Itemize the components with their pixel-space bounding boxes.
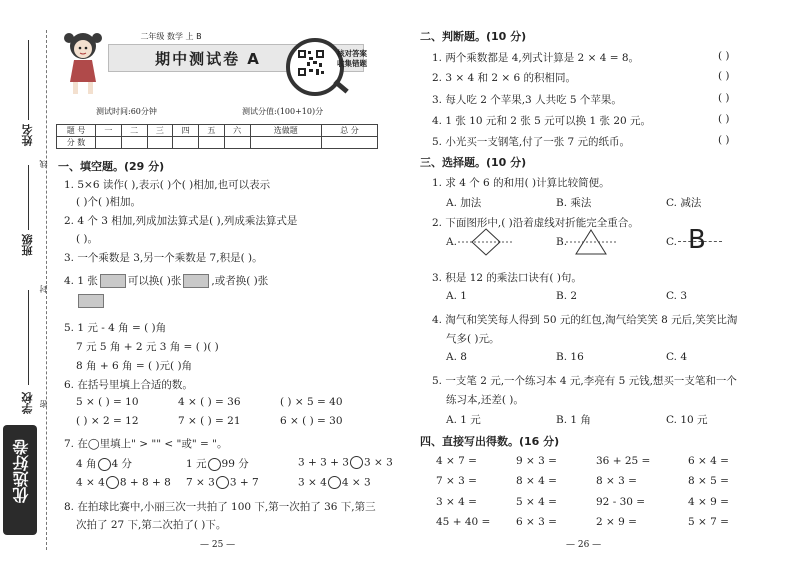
q7-right: 3 × 3 (364, 456, 393, 469)
q5-line2: 7 元 5 角 + 2 元 3 角 = ( )( ) (76, 341, 219, 353)
score-input-cell[interactable] (173, 137, 199, 149)
page-number-left: — 25 — (200, 540, 236, 550)
score-cell: 选做题 (250, 125, 322, 137)
choice-option[interactable]: A. 1 (446, 290, 467, 302)
q4-part1: 4. 1 张 (64, 275, 98, 287)
calc-item: 8 × 5 = (688, 475, 729, 487)
name-write-line (28, 40, 30, 120)
q8-line1: 8. 在拍球比赛中,小丽三次一共拍了 100 下,第一次拍了 36 下,第三 (64, 501, 376, 513)
judge-item: 5. 小光买一支钢笔,付了一张 7 元的纸币。 (432, 136, 631, 148)
choice-option[interactable]: B. 1 角 (556, 414, 591, 426)
q5-line1: 5. 1 元 - 4 角 = ( )角 (64, 322, 167, 334)
seal-mark-seal: 封 (39, 285, 48, 293)
choice-q2: 2. 下面图形中,( )沿着虚线对折能完全重合。 (432, 217, 639, 229)
q2-line1: 2. 4 个 3 相加,列成加法算式是( ),列成乘法算式是 (64, 215, 298, 227)
choice-option[interactable]: A. 8 (446, 351, 467, 363)
q7-line: 7. 在◯里填上" > "" < "或" = "。 (64, 438, 228, 450)
score-input-cell[interactable] (96, 137, 122, 149)
page-number-right: — 26 — (566, 540, 602, 550)
q6-item: ( ) × 5 = 40 (280, 396, 343, 408)
class-write-line (28, 165, 30, 230)
score-input-cell[interactable] (250, 137, 322, 149)
q7-left: 4 × 4 (76, 476, 105, 489)
q6-item: 5 × ( ) = 10 (76, 396, 139, 408)
score-table (56, 124, 378, 149)
qr-code-icon[interactable] (297, 49, 325, 77)
name-label: 姓名 (21, 124, 34, 146)
qr-caption-line2: 收集错题 (337, 59, 367, 68)
compare-circle[interactable] (328, 476, 341, 489)
calc-item: 2 × 9 = (596, 516, 637, 528)
score-table-header-row (57, 125, 378, 137)
choice-option[interactable]: A. 加法 (446, 197, 482, 209)
calc-item: 45 + 40 = (436, 516, 491, 528)
calc-item: 5 × 7 = (688, 516, 729, 528)
choice-q3: 3. 积是 12 的乘法口诀有( )句。 (432, 272, 582, 284)
seal-mark-secret: 密 (39, 400, 48, 408)
q7-item (76, 476, 171, 489)
section-judge: 二、判断题。(10 分) (420, 30, 527, 43)
q3-line: 3. 一个乘数是 3,另一个乘数是 7,积是( )。 (64, 252, 263, 264)
score-table-score-row (57, 137, 378, 149)
score-cell: 三 (147, 125, 173, 137)
brand-logo (3, 425, 37, 535)
q7-right: 4 × 3 (341, 476, 371, 489)
score-cell: 四 (173, 125, 199, 137)
calc-item: 6 × 4 = (688, 455, 729, 467)
section-calc: 四、直接写出得数。(16 分) (420, 435, 560, 448)
q6-line: 6. 在括号里填上合适的数。 (64, 379, 193, 391)
score-cell: 二 (121, 125, 147, 137)
q4-line1 (64, 273, 268, 288)
choice-q5-line1: 5. 一支笔 2 元,一个练习本 4 元,李亮有 5 元钱,想买一支笔和一个 (432, 375, 737, 387)
letter-b-shape: B (688, 225, 706, 255)
seal-mark-line: 线 (39, 160, 48, 168)
score-input-cell[interactable] (322, 137, 378, 149)
q7-left: 3 + 3 + 3 (298, 456, 349, 469)
q1-line1: 1. 5×6 读作( ),表示( )个( )相加,也可以表示 (64, 179, 271, 191)
school-write-line (28, 290, 30, 385)
qr-caption-line1: 核对答案 (337, 49, 367, 58)
q5-line3: 8 角 + 6 角 = ( )元( )角 (76, 360, 193, 372)
judge-answer-paren[interactable]: ( ) (718, 50, 730, 62)
calc-item: 5 × 4 = (516, 496, 557, 508)
compare-circle[interactable] (350, 456, 363, 469)
choice-option[interactable]: C. 减法 (666, 197, 702, 209)
test-time: 测试时间:60分钟 (96, 107, 157, 116)
q7-left: 4 角 (76, 458, 97, 470)
calc-item: 92 - 30 = (596, 496, 646, 508)
q7-left: 7 × 3 (186, 476, 215, 489)
score-cell: 六 (224, 125, 250, 137)
diamond-shape-icon (458, 228, 514, 259)
score-input-cell[interactable] (147, 137, 173, 149)
banknote-image (100, 274, 126, 288)
score-cell: 一 (96, 125, 122, 137)
compare-circle[interactable] (216, 476, 229, 489)
grade-line: 二年级 数学 上 B (140, 32, 202, 41)
choice-option[interactable]: B. 2 (556, 290, 578, 302)
q4-part3: ,或者换( )张 (211, 275, 269, 287)
brand-logo-text: 优选好卷 (12, 439, 31, 503)
calc-item: 6 × 3 = (516, 516, 557, 528)
compare-circle[interactable] (98, 458, 111, 471)
calc-item: 7 × 3 = (436, 475, 477, 487)
q6-item: 6 × ( ) = 30 (280, 415, 343, 427)
q8-line2: 次拍了 27 下,第二次拍了( )下。 (76, 519, 227, 531)
score-cell: 五 (199, 125, 225, 137)
q7-item (298, 456, 393, 469)
calc-item: 9 × 3 = (516, 455, 557, 467)
judge-item: 2. 3 × 4 和 2 × 6 的积相同。 (432, 72, 577, 84)
section-choice: 三、选择题。(10 分) (420, 156, 527, 169)
school-label: 学校 (21, 392, 34, 414)
q6-item: 4 × ( ) = 36 (178, 396, 241, 408)
choice-option[interactable]: A. 1 元 (446, 414, 481, 426)
q6-item: ( ) × 2 = 12 (76, 415, 139, 427)
q6-item: 7 × ( ) = 21 (178, 415, 241, 427)
q4-line2 (76, 294, 106, 308)
choice-option[interactable]: B. 乘法 (556, 197, 592, 209)
calc-item: 4 × 7 = (436, 455, 477, 467)
score-cell: 题 号 (57, 125, 96, 137)
q7-right: 8 + 8 + 8 (119, 476, 171, 489)
q1-line2: ( )个( )相加。 (76, 196, 142, 208)
banknote-image (78, 294, 104, 308)
choice-option[interactable]: C. 10 元 (666, 414, 708, 426)
calc-item: 36 + 25 = (596, 455, 651, 467)
judge-item: 1. 两个乘数都是 4,列式计算是 2 × 4 = 8。 (432, 52, 640, 64)
compare-circle[interactable] (208, 458, 221, 471)
qr-caption (337, 49, 367, 69)
triangle-shape-icon (566, 228, 616, 259)
q4-part2: 可以换( )张 (127, 275, 182, 287)
choice-option[interactable]: B. (556, 236, 568, 248)
judge-answer-paren[interactable]: ( ) (718, 92, 730, 104)
judge-answer-paren[interactable]: ( ) (718, 113, 730, 125)
score-cell: 总 分 (322, 125, 378, 137)
section-fill-blank: 一、填空题。(29 分) (58, 160, 165, 173)
calc-item: 3 × 4 = (436, 496, 477, 508)
q2-line2: ( )。 (76, 233, 99, 245)
choice-option[interactable]: B. 16 (556, 351, 584, 363)
q7-left: 3 × 4 (298, 476, 327, 489)
q7-item (76, 456, 132, 471)
q7-right: 4 分 (111, 458, 133, 470)
choice-q4-line2: 气多( )元。 (446, 333, 500, 345)
q7-left: 1 元 (186, 458, 207, 470)
compare-circle[interactable] (106, 476, 119, 489)
judge-item: 3. 每人吃 2 个苹果,3 人共吃 5 个苹果。 (432, 94, 622, 106)
q7-item (186, 476, 259, 489)
choice-option[interactable]: C. (666, 236, 677, 248)
choice-option[interactable]: C. 3 (666, 290, 688, 302)
banknote-image (183, 274, 209, 288)
q7-right: 99 分 (221, 458, 249, 470)
q7-right: 3 + 7 (229, 476, 259, 489)
calc-item: 8 × 3 = (596, 475, 637, 487)
choice-q4-line1: 4. 淘气和笑笑每人得到 50 元的红包,淘气给笑笑 8 元后,笑笑比淘 (432, 314, 738, 326)
class-label: 班级 (21, 234, 34, 256)
calc-item: 8 × 4 = (516, 475, 557, 487)
cartoon-girl-illustration (60, 28, 106, 98)
judge-answer-paren[interactable]: ( ) (718, 134, 730, 146)
choice-option[interactable]: A. (446, 236, 457, 248)
calc-item: 4 × 9 = (688, 496, 729, 508)
score-cell: 分 数 (57, 137, 96, 149)
choice-q1: 1. 求 4 个 6 的和用( )计算比较简便。 (432, 177, 610, 189)
score-input-cell[interactable] (121, 137, 147, 149)
judge-answer-paren[interactable]: ( ) (718, 70, 730, 82)
choice-q5-line2: 练习本,还差( )。 (446, 394, 524, 406)
q7-item (186, 456, 249, 471)
choice-option[interactable]: C. 4 (666, 351, 688, 363)
score-input-cell[interactable] (224, 137, 250, 149)
score-input-cell[interactable] (199, 137, 225, 149)
judge-item: 4. 1 张 10 元和 2 张 5 元可以换 1 张 20 元。 (432, 115, 652, 127)
test-score: 测试分值:(100+10)分 (242, 107, 324, 116)
q7-item (298, 476, 371, 489)
page-title: 期中测试卷 A (155, 50, 261, 68)
